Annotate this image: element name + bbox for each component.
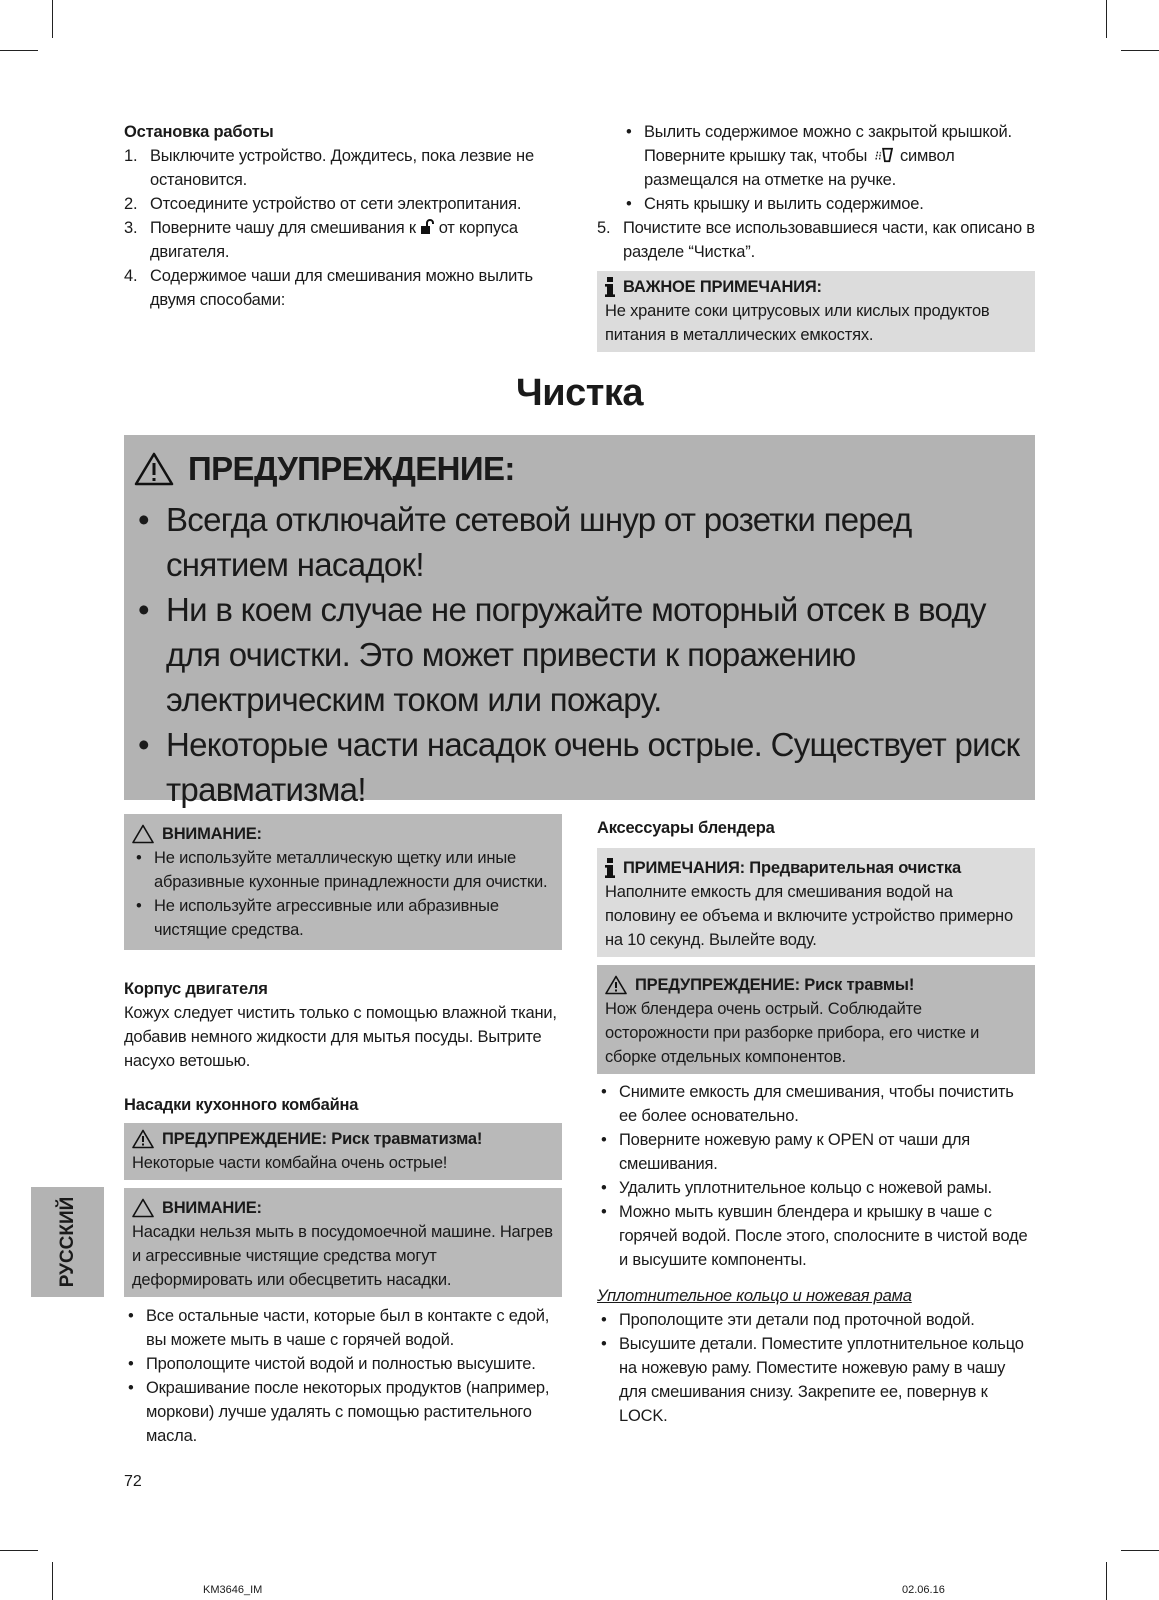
list-item: • Поверните ножевую раму к OPEN от чаши для смешивания.: [597, 1128, 1035, 1176]
list-item: • Снимите емкость для смешивания, чтобы почистить ее более основательно.: [597, 1080, 1035, 1128]
warning-triangle-icon: [134, 452, 174, 486]
warning-box: [597, 965, 1035, 1074]
warning-box: [124, 1123, 562, 1180]
info-icon: [605, 858, 615, 878]
big-warning-list: [134, 497, 1023, 812]
crop-mark: [1121, 1550, 1159, 1551]
big-warning-box: [124, 435, 1035, 808]
warning-triangle-icon: [132, 824, 154, 844]
step-item: 2. Отсоедините устройство от сети электропитания.: [124, 195, 522, 213]
list-item: • Все остальные части, которые был в контакте с едой, вы можете мыть в чаше с горячей водой.: [124, 1304, 562, 1352]
page-number: 72: [124, 1473, 142, 1490]
pour-options: [622, 120, 1035, 216]
note-title: ПРИМЕЧАНИЯ: Предварительная очистка: [605, 856, 1027, 880]
stop-heading: Остановка работы: [124, 123, 274, 141]
footer-code: KM3646_IM: [203, 1584, 263, 1596]
step-item: 4. Содержимое чаши для смешивания можно вылить двумя способами:: [124, 267, 533, 309]
caution-box: [124, 814, 562, 950]
caution-list: [132, 846, 554, 942]
list-item: • Прополощите чистой водой и полностью высушите.: [124, 1352, 562, 1376]
list-item: • Не используйте агрессивные или абразивные чистящие средства.: [132, 894, 554, 942]
caution-title: ВНИМАНИЕ:: [132, 1196, 554, 1220]
step-item: 1. Выключите устройство. Дождитесь, пока лезвие не остановится.: [124, 147, 534, 189]
caution-text: Насадки нельзя мыть в посудомоечной машине. Нагрев и агрессивные чистящие средства могут деформировать или обесцветить насадки.: [132, 1223, 553, 1289]
crop-mark: [1106, 1562, 1107, 1600]
blender-list: [597, 1080, 1035, 1272]
crop-mark: [1121, 50, 1159, 51]
blender-heading: Аксессуары блендера: [597, 819, 775, 837]
motor-text: Кожух следует чистить только с помощью влажной ткани, добавив немного жидкости для мытья посуды. Вытрите насухо ветошью.: [124, 1004, 557, 1070]
big-warning-title: ПРЕДУПРЕЖДЕНИЕ:: [134, 443, 1023, 495]
seal-ring-list: [597, 1308, 1035, 1428]
language-tab-label: РУССКИЙ: [56, 1196, 78, 1288]
step-item: 5. Почистите все использовавшиеся части, как описано в разделе “Чистка”.: [597, 219, 1035, 261]
warning-title: ПРЕДУПРЕЖДЕНИЕ: Риск травмы!: [605, 973, 1027, 997]
section-title: Чистка: [516, 372, 643, 414]
lid-pour-icon: [872, 147, 896, 163]
attachments-list: [124, 1304, 562, 1448]
list-item: • Не используйте металлическую щетку или иные абразивные кухонные принадлежности для очистки.: [132, 846, 554, 894]
warning-triangle-icon: [605, 975, 627, 995]
step-item: 3. Поверните чашу для смешивания к от корпуса двигателя.: [124, 219, 518, 261]
important-note-title: ВАЖНОЕ ПРИМЕЧАНИЯ:: [605, 275, 1027, 299]
step-5: [597, 216, 1035, 264]
footer-date: 02.06.16: [902, 1584, 945, 1596]
list-item: • Можно мыть кувшин блендера и крышку в чаше с горячей водой. После этого, сполосните в чистой воде и высушите компоненты.: [597, 1200, 1035, 1272]
left-bottom-column: [124, 814, 562, 1448]
crop-mark: [52, 1562, 53, 1600]
list-item: • Окрашивание после некоторых продуктов (например, моркови) лучше удалять с помощью растительного масла.: [124, 1376, 562, 1448]
warning-text: Нож блендера очень острый. Соблюдайте осторожности при разборке прибора, его чистке и сборке отдельных компонентов.: [605, 1000, 980, 1066]
right-bottom-column: [597, 816, 1035, 1428]
note-text: Наполните емкость для смешивания водой на половину ее объема и включите устройство примерно на 10 секунд. Вылейте воду.: [605, 883, 1013, 949]
crop-mark: [0, 1550, 38, 1551]
left-top-column: [124, 120, 562, 312]
warning-triangle-icon: [132, 1129, 154, 1149]
info-icon: [605, 277, 615, 297]
crop-mark: [52, 0, 53, 38]
warning-triangle-icon: [132, 1198, 154, 1218]
list-item: • Высушите детали. Поместите уплотнительное кольцо на ножевую раму. Поместите ножевую раму в чашу для смешивания снизу. Закрепите ее, повернув к LOCK.: [597, 1332, 1035, 1428]
list-item: • Прополощите эти детали под проточной водой.: [597, 1308, 1035, 1332]
list-item: • Снять крышку и вылить содержимое.: [622, 192, 1035, 216]
crop-mark: [1106, 0, 1107, 38]
warning-text: Некоторые части комбайна очень острые!: [132, 1154, 448, 1172]
seal-ring-subheading: Уплотнительное кольцо и ножевая рама: [597, 1287, 912, 1305]
attachments-heading: Насадки кухонного комбайна: [124, 1096, 359, 1114]
warning-title: ПРЕДУПРЕЖДЕНИЕ: Риск травматизма!: [132, 1127, 554, 1151]
caution-title: ВНИМАНИЕ:: [132, 822, 554, 846]
important-note-box: [597, 271, 1035, 352]
language-tab: [31, 1187, 104, 1297]
list-item: • Некоторые части насадок очень острые. Существует риск травматизма!: [134, 722, 1023, 812]
caution-box: [124, 1188, 562, 1297]
important-note-text: Не храните соки цитрусовых или кислых продуктов питания в металлических емкостях.: [605, 302, 990, 344]
note-box: [597, 848, 1035, 957]
unlock-icon: [420, 219, 434, 235]
list-item: • Удалить уплотнительное кольцо с ножевой рамы.: [597, 1176, 1035, 1200]
list-item: • Ни в коем случае не погружайте моторный отсек в воду для очистки. Это может привести к поражению электрическим током или пожару.: [134, 587, 1023, 722]
right-top-column: [597, 120, 1035, 352]
stop-steps: [124, 144, 562, 312]
crop-mark: [0, 50, 38, 51]
list-item: • Вылить содержимое можно с закрытой крышкой. Поверните крышку так, чтобы символ размещался на отметке на ручке.: [622, 120, 1035, 192]
motor-heading: Корпус двигателя: [124, 980, 268, 998]
list-item: • Всегда отключайте сетевой шнур от розетки перед снятием насадок!: [134, 497, 1023, 587]
